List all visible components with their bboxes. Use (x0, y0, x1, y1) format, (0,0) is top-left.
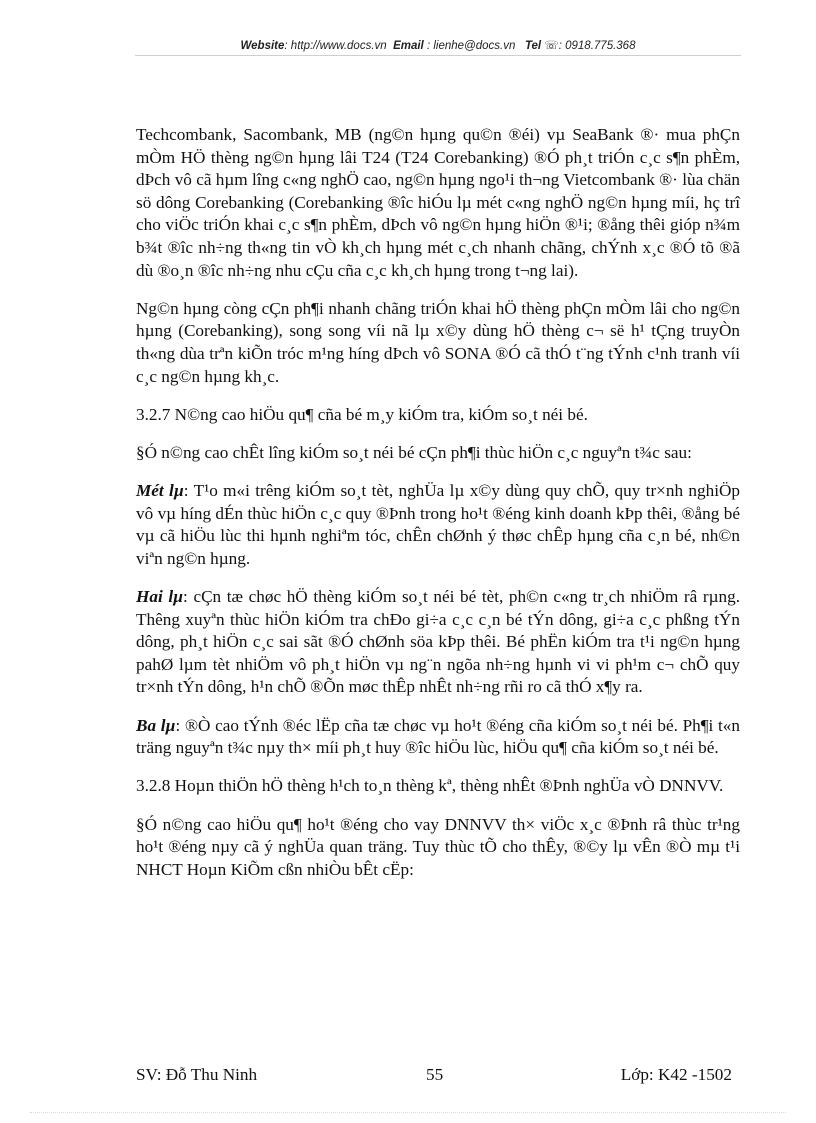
class-code: Lớp: K42 -1502 (620, 1065, 732, 1084)
email-value: : lienhe@docs.vn (423, 40, 516, 52)
header-divider (135, 55, 741, 56)
item-text: : T¹o m«i trêng kiÓm so¸t tèt, nghÜa lµ x©y dùng quy chÕ, quy tr×nh nghiÖp vô vµ híng dÉn thùc hiÖn c¸c quy ®Þnh trong ho¹t ®éng kinh doanh kÞp thêi, ®ång bé vµ cã hiÖu lùc thi hµnh nghiªm tóc, chÊn chØnh ý thøc chÊp hµng cña c¸n bé, nh©n viªn ng©n hµng. (136, 481, 740, 568)
document-body (136, 124, 740, 897)
page-number: 55 (426, 1065, 444, 1084)
paragraph-item-2 (136, 586, 740, 699)
paragraph: Techcombank, Sacombank, MB (ng©n hµng qu©n ®éi) vµ SeaBank ®· mua phÇn mÒm HÖ thèng ng©n hµng lâi T24 (T24 Corebanking) ®Ó ph¸t triÓn c¸c s¶n phÈm, dÞch vô cã hµm lîng c«ng nghÖ cao, ng©n hµng ngo¹i th¬ng Vietcombank ®· lùa chän sö dông Corebanking (Corebanking ®îc hiÓu lµ mét c«ng nghÖ ng©n hµng míi, hç trî cho viÖc triÓn khai c¸c s¶n phÈm, dÞch vô ng©n hµng hiÖn ®¹i; ®ång thêi gióp n¾m b¾t ®îc nh÷ng th«ng tin vÒ kh¸ch hµng mét c¸ch nhanh chãng, chÝnh x¸c ®Ó tõ ®ã dù ®o¸n ®îc nh÷ng nhu cÇu cña c¸c kh¸ch hµng trong t¬ng lai). (136, 125, 740, 280)
paragraph-item-3 (136, 715, 740, 760)
item-lead: Hai lµ (136, 587, 184, 607)
student-name: SV: Đỗ Thu Ninh (136, 1065, 258, 1084)
paragraph: Ng©n hµng còng cÇn ph¶i nhanh chãng triÓn khai hÖ thèng phÇn mÒm lâi cho ng©n hµng (Corebanking), song song víi nã lµ x©y dùng hÖ thèng c¬ së h¹ tÇng truyÒn th«ng dùa trªn kiÕn tróc m¹ng híng dÞch vô SONA ®Ó cã thÓ t¨ng tÝnh c¹nh tranh víi c¸c ng©n hµng kh¸c. (136, 298, 740, 386)
paragraph: §Ó n©ng cao hiÖu qu¶ ho¹t ®éng cho vay DNNVV th× viÖc x¸c ®Þnh râ thùc tr¹ng ho¹t ®éng nµy cã ý nghÜa quan träng. Tuy thùc tÕ cho thÊy, ®©y lµ vÊn ®Ò mµ t¹i NHCT Hoµn KiÕm cßn nhiÒu bÊt cËp: (136, 814, 740, 879)
website-value: : http://www.docs.vn (284, 40, 387, 52)
paragraph-item-1 (136, 480, 740, 570)
item-lead: Mét lµ (136, 481, 184, 501)
item-text: : cÇn tæ chøc hÖ thèng kiÓm so¸t néi bé tèt, ph©n c«ng tr¸ch nhiÖm râ rµng. Thêng xuyªn thùc hiÖn kiÓm tra chÐo gi÷a c¸c c¸n bé tÝn dông, gi÷a c¸c phßng tÝn dông, ph¸t hiÖn c¸c sai sãt ®Ó chØnh söa kÞp thêi. Bé phËn kiÓm tra t¹i ng©n hµng pahØ lµm tèt nhiÖm vô ph¸t hiÖn vµ ng¨n ngõa nh÷ng hµnh vi vi ph¹m c¬ chÕ quy tr×nh tÝn dông, h¹n chÕ ®Õn møc thÊp nhÊt nh÷ng rñi ro cã thÓ x¶y ra. (136, 587, 740, 697)
page-bottom-border (30, 1112, 786, 1113)
tel-value: : 0918.775.368 (558, 40, 636, 52)
website-label: Website (240, 40, 285, 52)
email-label: Email (393, 40, 424, 52)
section-heading-3-2-7: 3.2.7 N©ng cao hiÖu qu¶ cña bé m¸y kiÓm tra, kiÓm so¸t néi bé. (136, 404, 588, 424)
page-header (135, 38, 741, 52)
item-lead: Ba lµ (136, 715, 176, 735)
phone-icon: ☏ (544, 40, 559, 52)
paragraph: §Ó n©ng cao chÊt lîng kiÓm so¸t néi bé cÇn ph¶i thùc hiÖn c¸c nguyªn t¾c sau: (136, 442, 692, 462)
section-heading-3-2-8: 3.2.8 Hoµn thiÖn hÖ thèng h¹ch to¸n thèng kª, thèng nhÊt ®Þnh nghÜa vÒ DNNVV. (136, 776, 724, 796)
tel-label: Tel (524, 40, 542, 52)
item-text: : ®Ò cao tÝnh ®éc lËp cña tæ chøc vµ ho¹t ®éng cña kiÓm so¸t néi bé. Ph¶i t«n träng nguyªn t¾c nµy th× míi ph¸t huy ®îc hiÖu lùc, hiÖu qu¶ cña kiÓm so¸t néi bé. (136, 715, 740, 758)
